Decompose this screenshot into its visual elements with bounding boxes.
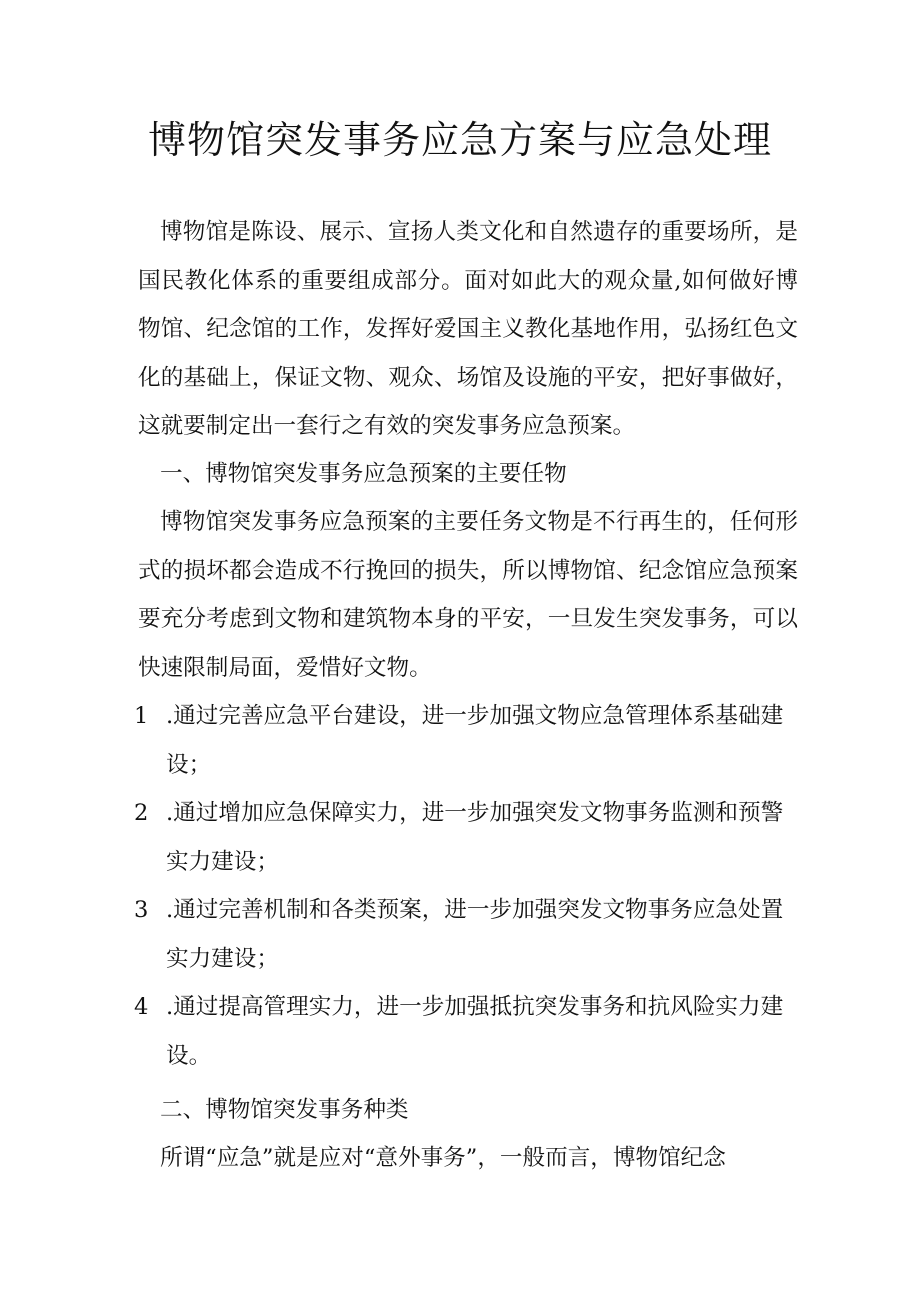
section-1-heading: 一、博物馆突发事务应急预案的主要任物 <box>160 461 567 487</box>
list-item-text: .通过提高管理实力，进一步加强抵抗突发事务和抗风险实力建设。 <box>166 994 784 1069</box>
list-item <box>134 789 798 886</box>
section-2-heading: 二、博物馆突发事务种类 <box>160 1097 409 1123</box>
list-item-number: 1 <box>134 703 149 729</box>
document-title: 博物馆突发事务应急方案与应急处理 <box>147 118 772 162</box>
list-item <box>134 886 798 983</box>
task-list <box>134 692 798 1080</box>
list-item-text: .通过完善应急平台建设，进一步加强文物应急管理体系基础建设； <box>166 703 784 778</box>
list-item-text: .通过增加应急保障实力，进一步加强突发文物事务监测和预警实力建设； <box>166 800 784 875</box>
list-item <box>134 692 798 789</box>
list-item <box>134 983 798 1080</box>
section-1-paragraph: 博物馆突发事务应急预案的主要任务文物是不行再生的，任何形式的损坏都会造成不行挽回的损失，所以博物馆、纪念馆应急预案要充分考虑到文物和建筑物本身的平安，一旦发生突发事务，可以快速限制局面，爱惜好文物。 <box>138 509 798 681</box>
list-item-text: .通过完善机制和各类预案，进一步加强突发文物事务应急处置实力建设； <box>166 897 784 972</box>
list-item-number: 2 <box>134 800 149 826</box>
list-item-number: 3 <box>134 897 149 923</box>
intro-paragraph: 博物馆是陈设、展示、宣扬人类文化和自然遗存的重要场所，是国民教化体系的重要组成部分。面对如此大的观众量,如何做好博物馆、纪念馆的工作，发挥好爱国主义教化基地作用，弘扬红色文化的基础上，保证文物、观众、场馆及设施的平安，把好事做好，这就要制定出一套行之有效的突发事务应急预案。 <box>138 219 798 439</box>
list-item-number: 4 <box>134 994 149 1020</box>
section-2-paragraph: 所谓“应急”就是应对“意外事务”，一般而言，博物馆纪念 <box>160 1145 726 1171</box>
